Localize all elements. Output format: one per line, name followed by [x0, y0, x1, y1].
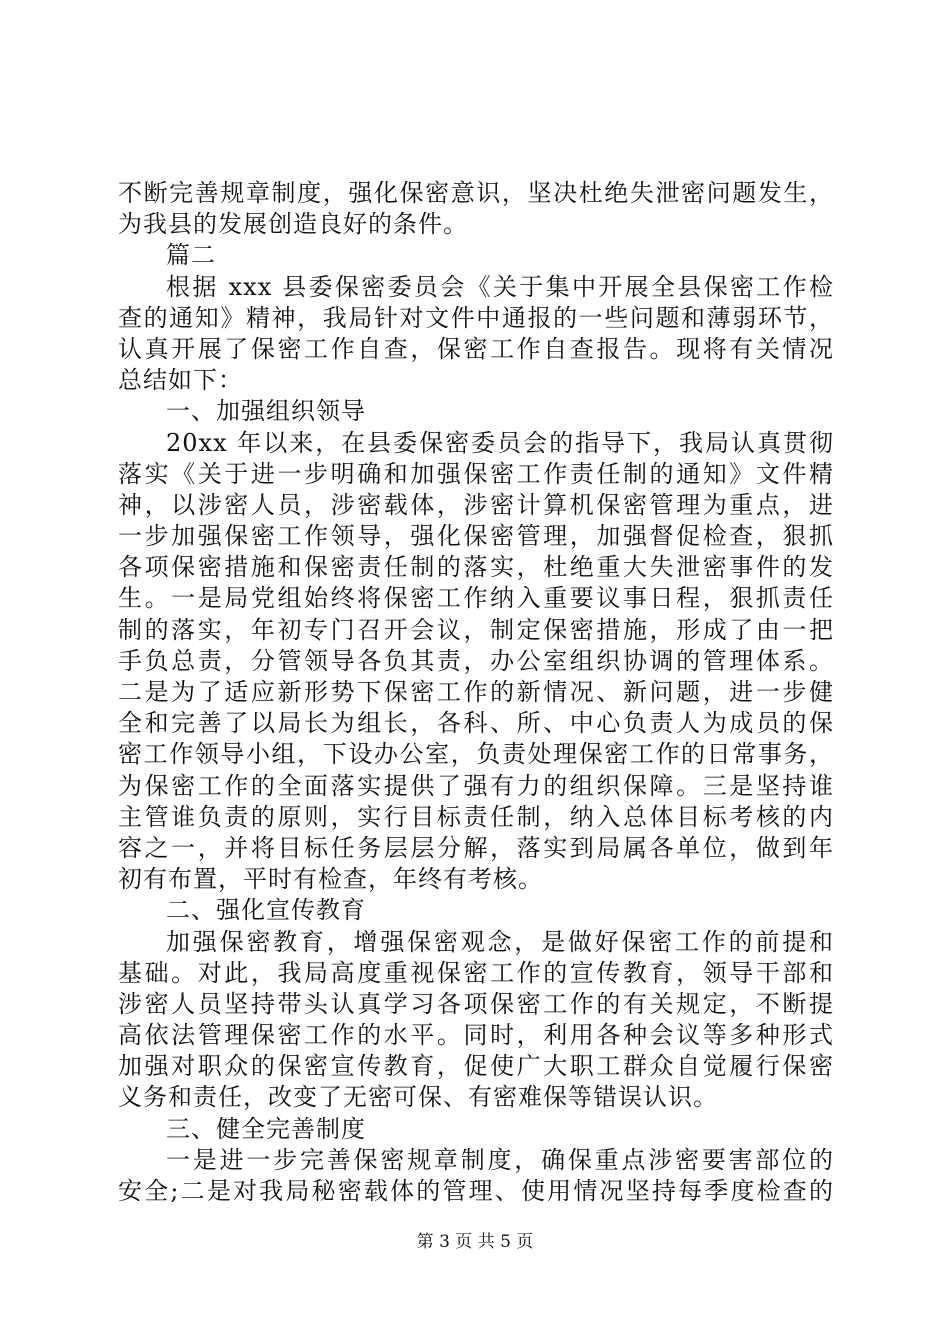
text-line: 初有布置，平时有检查，年终有考核。 — [118, 865, 543, 894]
page-footer: 第 3 页 共 5 页 — [416, 1232, 534, 1252]
text-line: 一步加强保密工作领导，强化保密管理，加强督促检查，狠抓 — [118, 522, 834, 551]
text-line: 制的落实，年初专门召开会议，制定保密措施，形成了由一把 — [118, 615, 834, 644]
text-line: 安全;二是对我局秘密载体的管理、使用情况坚持每季度检查的 — [118, 1177, 834, 1205]
text-line: 各项保密措施和保密责任制的落实，杜绝重大失泄密事件的发 — [118, 553, 834, 582]
text-line: 20xx 年以来，在县委保密委员会的指导下，我局认真贯彻 — [166, 428, 834, 457]
text-line: 高依法管理保密工作的水平。同时，利用各种会议等多种形式 — [118, 1021, 834, 1050]
text-line: 密工作领导小组，下设办公室，负责处理保密工作的日常事务， — [118, 740, 834, 769]
text-line: 二是为了适应新形势下保密工作的新情况、新问题，进一步健 — [118, 678, 834, 706]
text-line: 为保密工作的全面落实提供了强有力的组织保障。三是坚持谁 — [118, 771, 834, 800]
text-line: 生。一是局党组始终将保密工作纳入重要议事日程，狠抓责任 — [118, 584, 834, 613]
text-line: 为我县的发展创造良好的条件。 — [118, 210, 468, 239]
text-line: 涉密人员坚持带头认真学习各项保密工作的有关规定，不断提 — [118, 989, 834, 1018]
text-line: 容之一，并将目标任务层层分解，落实到局属各单位，做到年 — [118, 833, 834, 862]
text-line: 查的通知》精神，我局针对文件中通报的一些问题和薄弱环节， — [118, 303, 834, 332]
text-line: 加强保密教育，增强保密观念，是做好保密工作的前提和 — [166, 927, 834, 956]
text-line: 一、加强组织领导 — [166, 397, 366, 426]
text-line: 不断完善规章制度，强化保密意识，坚决杜绝失泄密问题发生， — [118, 179, 834, 207]
text-line: 落实《关于进一步明确和加强保密工作责任制的通知》文件精 — [118, 459, 834, 488]
document-body — [118, 178, 834, 1207]
text-line: 总结如下： — [118, 366, 243, 395]
text-line: 主管谁负责的原则，实行目标责任制，纳入总体目标考核的内 — [118, 802, 834, 831]
text-line: 三、健全完善制度 — [166, 1114, 366, 1143]
text-line: 基础。对此，我局高度重视保密工作的宣传教育，领导干部和 — [118, 958, 834, 987]
text-line: 神，以涉密人员，涉密载体，涉密计算机保密管理为重点，进 — [118, 490, 834, 519]
text-line: 二、强化宣传教育 — [166, 896, 366, 925]
text-line: 根据 xxx 县委保密委员会《关于集中开展全县保密工作检 — [166, 272, 834, 301]
text-line: 篇二 — [166, 241, 216, 270]
text-line: 义务和责任，改变了无密可保、有密难保等错误认识。 — [118, 1083, 718, 1112]
text-line: 全和完善了以局长为组长，各科、所、中心负责人为成员的保 — [118, 709, 834, 738]
text-line: 加强对职众的保密宣传教育，促使广大职工群众自觉履行保密 — [118, 1052, 834, 1081]
text-line: 认真开展了保密工作自查，保密工作自查报告。现将有关情况 — [118, 334, 834, 363]
text-line: 手负总责，分管领导各负其责，办公室组织协调的管理体系。 — [118, 646, 834, 675]
text-line: 一是进一步完善保密规章制度，确保重点涉密要害部位的 — [166, 1145, 834, 1174]
